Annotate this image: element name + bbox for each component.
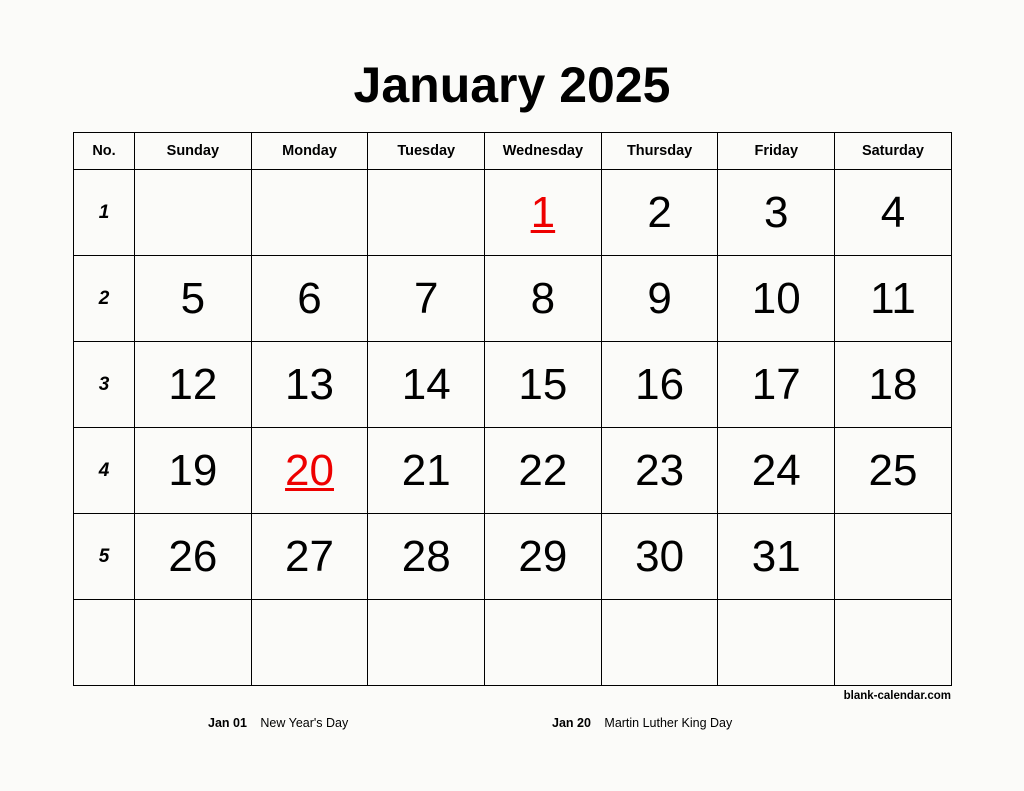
day-cell[interactable] (835, 170, 952, 256)
day-cell[interactable] (835, 342, 952, 428)
week-number (74, 600, 135, 686)
table-row (74, 514, 952, 600)
column-header-wednesday: Wednesday (485, 133, 602, 170)
day-cell[interactable] (368, 342, 485, 428)
day-cell[interactable] (601, 428, 718, 514)
column-header-thursday: Thursday (601, 133, 718, 170)
day-cell[interactable] (251, 256, 368, 342)
day-number: 3 (764, 187, 789, 237)
day-cell[interactable] (601, 170, 718, 256)
week-number: 1 (74, 170, 135, 256)
column-header-no: No. (74, 133, 135, 170)
day-cell[interactable] (368, 428, 485, 514)
holiday-name: Martin Luther King Day (604, 716, 733, 730)
day-number: 19 (168, 445, 218, 495)
day-number: 10 (751, 273, 801, 323)
holiday-date: Jan 20 (552, 716, 591, 730)
week-number: 5 (74, 514, 135, 600)
day-number: 9 (647, 273, 672, 323)
day-cell[interactable] (368, 170, 485, 256)
day-number: 27 (285, 531, 334, 581)
column-header-tuesday: Tuesday (368, 133, 485, 170)
day-cell[interactable] (251, 514, 368, 600)
day-cell[interactable] (485, 600, 602, 686)
day-cell[interactable] (601, 600, 718, 686)
page-title: January 2025 (353, 57, 671, 113)
day-cell[interactable] (601, 342, 718, 428)
day-number: 17 (751, 359, 801, 409)
week-number: 2 (74, 256, 135, 342)
day-cell[interactable] (718, 256, 835, 342)
table-row (74, 600, 952, 686)
day-number: 6 (297, 273, 322, 323)
day-number: 23 (635, 445, 685, 495)
table-row (74, 428, 952, 514)
day-number: 16 (635, 359, 685, 409)
day-number: 25 (868, 445, 918, 495)
day-number: 28 (401, 531, 451, 581)
day-number: 31 (751, 531, 801, 581)
day-number: 26 (168, 531, 218, 581)
day-number: 18 (868, 359, 918, 409)
day-cell[interactable] (601, 514, 718, 600)
day-cell[interactable] (835, 428, 952, 514)
day-cell[interactable] (135, 170, 252, 256)
day-cell[interactable] (368, 514, 485, 600)
day-cell[interactable] (251, 342, 368, 428)
table-row (74, 342, 952, 428)
day-cell[interactable] (601, 256, 718, 342)
day-number: 2 (647, 187, 672, 237)
table-header-row (74, 133, 952, 170)
day-number: 7 (413, 273, 439, 323)
day-cell[interactable] (368, 600, 485, 686)
calendar-table (73, 132, 952, 686)
holiday-note (552, 716, 732, 730)
day-number: 11 (870, 273, 916, 323)
day-number: 8 (530, 273, 556, 323)
column-header-monday: Monday (251, 133, 368, 170)
day-number: 22 (518, 445, 568, 495)
holiday-notes (73, 710, 951, 750)
day-number: 5 (180, 273, 206, 323)
day-cell[interactable] (135, 342, 252, 428)
day-cell[interactable] (485, 256, 602, 342)
day-number: 20 (285, 445, 334, 495)
day-number: 15 (518, 359, 568, 409)
day-number: 4 (880, 187, 906, 237)
day-number: 29 (518, 531, 568, 581)
day-cell[interactable] (718, 170, 835, 256)
column-header-sunday: Sunday (135, 133, 252, 170)
day-cell-holiday[interactable] (251, 428, 368, 514)
day-cell[interactable] (368, 256, 485, 342)
day-number: 14 (401, 359, 451, 409)
day-number: 13 (285, 359, 334, 409)
day-cell[interactable] (718, 428, 835, 514)
week-number: 4 (74, 428, 135, 514)
column-header-saturday: Saturday (835, 133, 952, 170)
day-cell[interactable] (485, 514, 602, 600)
day-cell[interactable] (135, 600, 252, 686)
day-cell[interactable] (135, 428, 252, 514)
table-row (74, 256, 952, 342)
day-cell[interactable] (251, 170, 368, 256)
holiday-name: New Year's Day (260, 716, 349, 730)
column-header-friday: Friday (718, 133, 835, 170)
site-credit: blank-calendar.com (843, 690, 951, 702)
day-cell[interactable] (835, 600, 952, 686)
day-cell[interactable] (251, 600, 368, 686)
day-cell[interactable] (718, 600, 835, 686)
day-number: 30 (635, 531, 685, 581)
day-number: 1 (530, 187, 556, 237)
day-cell-holiday[interactable] (485, 170, 602, 256)
day-number: 21 (401, 445, 451, 495)
day-cell[interactable] (835, 514, 952, 600)
holiday-date: Jan 01 (208, 716, 247, 730)
day-cell[interactable] (135, 514, 252, 600)
week-number: 3 (74, 342, 135, 428)
day-cell[interactable] (485, 342, 602, 428)
day-cell[interactable] (718, 342, 835, 428)
day-cell[interactable] (135, 256, 252, 342)
day-cell[interactable] (485, 428, 602, 514)
day-cell[interactable] (835, 256, 952, 342)
day-cell[interactable] (718, 514, 835, 600)
holiday-note (208, 716, 348, 730)
day-number: 12 (168, 359, 218, 409)
table-row (74, 170, 952, 256)
day-number: 24 (751, 445, 801, 495)
